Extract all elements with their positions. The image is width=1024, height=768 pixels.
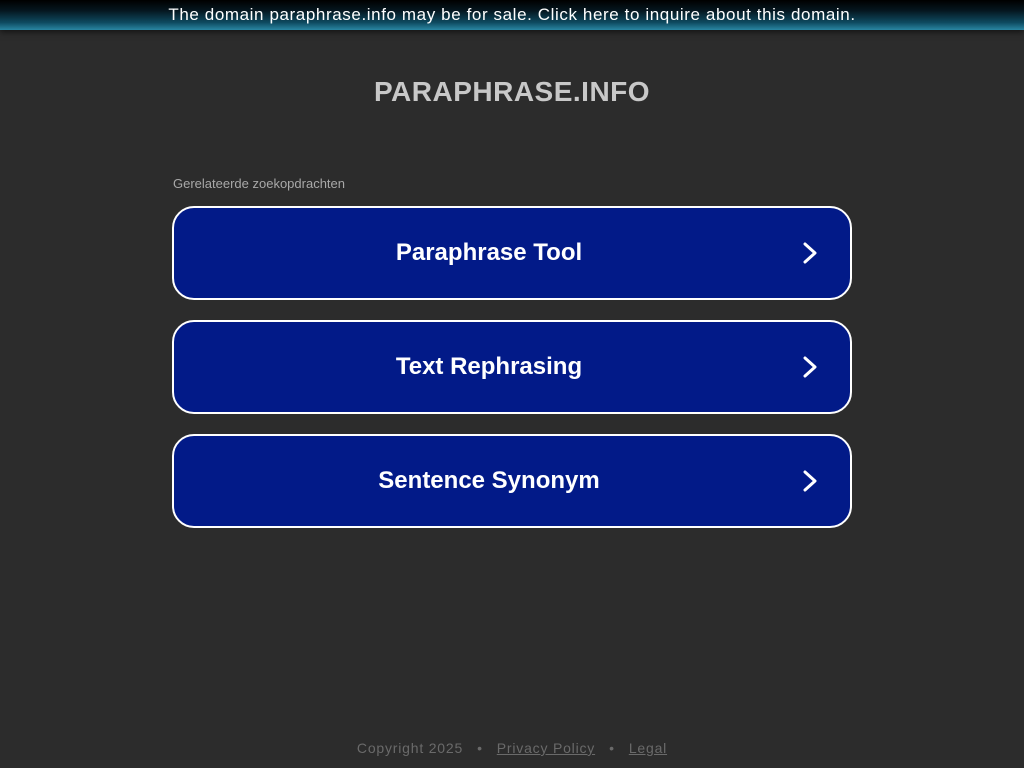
- related-link-sentence-synonym[interactable]: [172, 434, 852, 528]
- domain-sale-banner-text[interactable]: The domain paraphrase.info may be for sale. Click here to inquire about this domain.: [168, 5, 856, 24]
- copyright-text: Copyright 2025: [356, 740, 464, 756]
- related-link-label: Sentence Synonym: [378, 467, 600, 494]
- footer-separator: •: [609, 740, 615, 756]
- related-searches-heading: Gerelateerde zoekopdrachten: [173, 176, 346, 191]
- related-searches-list: [172, 206, 852, 548]
- related-link-label: Text Rephrasing: [395, 353, 583, 380]
- chevron-right-icon: [800, 470, 820, 492]
- related-link-label: Paraphrase Tool: [395, 239, 583, 266]
- related-link-paraphrase-tool[interactable]: [172, 206, 852, 300]
- chevron-right-icon: [800, 356, 820, 378]
- legal-link[interactable]: Legal: [628, 740, 668, 756]
- footer-separator: •: [477, 740, 483, 756]
- domain-sale-banner[interactable]: [0, 0, 1024, 30]
- chevron-right-icon: [800, 242, 820, 264]
- related-link-text-rephrasing[interactable]: [172, 320, 852, 414]
- footer: [0, 740, 1024, 756]
- privacy-policy-link[interactable]: Privacy Policy: [496, 740, 596, 756]
- page-title: PARAPHRASE.INFO: [373, 76, 651, 107]
